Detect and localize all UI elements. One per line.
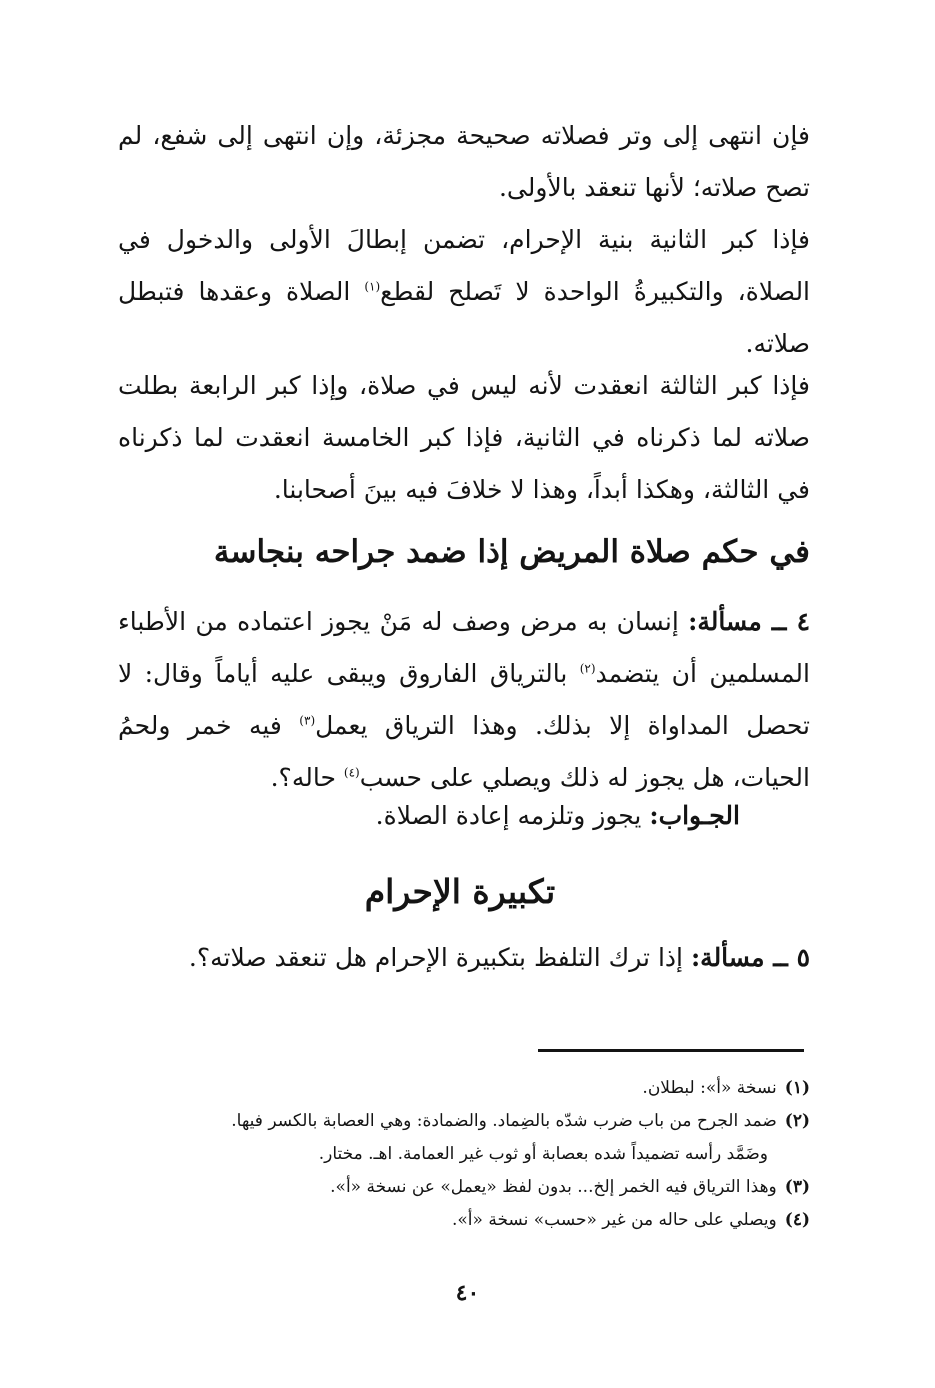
footnote-number: (٢) <box>784 1111 810 1131</box>
answer-4-text: يجوز وتلزمه إعادة الصلاة. <box>375 801 650 830</box>
paragraph-1 <box>118 110 810 214</box>
footnote-continuation <box>110 1138 810 1171</box>
footnotes-list <box>110 1072 810 1237</box>
question-5 <box>118 932 810 984</box>
footnote-text: وهذا الترياق فيه الخمر إلخ... بدون لفظ «يعمل» عن نسخة «أ». <box>330 1177 777 1197</box>
footnote-item <box>110 1072 810 1105</box>
footnote-item <box>110 1105 810 1138</box>
footnote-number: (٤) <box>784 1210 810 1230</box>
question-5-text: إذا ترك التلفظ بتكبيرة الإحرام هل تنعقد صلاته؟. <box>188 943 691 972</box>
question-4 <box>118 596 810 804</box>
answer-4-label: الجـواب: <box>649 801 740 830</box>
paragraph-3-text: فإذا كبر الثالثة انعقدت لأنه ليس في صلاة، وإذا كبر الرابعة بطلت صلاته لما ذكرناه في الثانية، فإذا كبر الخامسة انعقدت لما ذكرناه في الثالثة، وهكذا أبداً، وهذا لا خلافَ فيه بينَ أصحابنا. <box>118 371 810 504</box>
footnote-number: (١) <box>784 1078 810 1098</box>
question-4-text-c: فيه خمر ولحمُ الحيات، هل يجوز له ذلك ويصلي على حسب <box>118 711 810 792</box>
answer-4 <box>118 790 810 842</box>
question-4-text-b: بالترياق الفاروق ويبقى عليه أياماً وقال: لا تحصل المداواة إلا بذلك. وهذا الترياق يعمل <box>118 659 810 740</box>
paragraph-3 <box>118 360 810 516</box>
paragraph-2-text-b: الصلاة وعقدها فتبطل صلاته. <box>118 277 810 358</box>
question-4-text-a: إنسان به مرض وصف له مَنْ يجوز اعتماده من الأطباء المسلمين أن يتضمد <box>118 607 810 688</box>
paragraph-2-text-a: فإذا كبر الثانية بنية الإحرام، تضمن إبطالَ الأولى والدخول في الصلاة، والتكبيرةُ الواحدة لا تَصلح لقطع <box>118 225 811 306</box>
footnote-ref-2: (٢) <box>579 661 596 676</box>
section-heading-takbir: تكبيرة الإحرام <box>364 872 556 911</box>
footnote-continuation-text: وضَمَّد رأسه تضميداً شده بعصابة أو ثوب غير العمامة. اهـ. مختار. <box>318 1144 768 1164</box>
page-number: ٤٠ <box>455 1280 480 1306</box>
footnote-text: ضمد الجرح من باب ضرب شدّه بالضِماد. والضمادة: وهي العصابة بالكسر فيها. <box>231 1111 777 1131</box>
paragraph-2 <box>118 214 810 370</box>
footnote-text: ويصلي على حاله من غير «حسب» نسخة «أ». <box>452 1210 777 1230</box>
footnote-item <box>110 1204 810 1237</box>
section-heading-sick-prayer: في حكم صلاة المريض إذا ضمد جراحه بنجاسة <box>213 534 810 570</box>
question-4-text-d: حاله؟. <box>270 763 344 792</box>
footnote-text: نسخة «أ»: لبطلان. <box>642 1078 777 1098</box>
question-4-label: ٤ ــ مسألة: <box>688 607 810 636</box>
question-5-label: ٥ ــ مسألة: <box>690 943 810 972</box>
footnote-separator <box>538 1049 804 1052</box>
footnote-ref-3: (٣) <box>299 713 316 728</box>
footnote-ref-4: (٤) <box>343 765 360 780</box>
paragraph-1-text: فإن انتهى إلى وتر فصلاته صحيحة مجزئة، وإن انتهى إلى شفع، لم تصح صلاته؛ لأنها تنعقد بالأولى. <box>118 121 810 202</box>
footnote-item <box>110 1171 810 1204</box>
footnote-ref-1: (١) <box>364 279 381 294</box>
footnote-number: (٣) <box>784 1177 810 1197</box>
